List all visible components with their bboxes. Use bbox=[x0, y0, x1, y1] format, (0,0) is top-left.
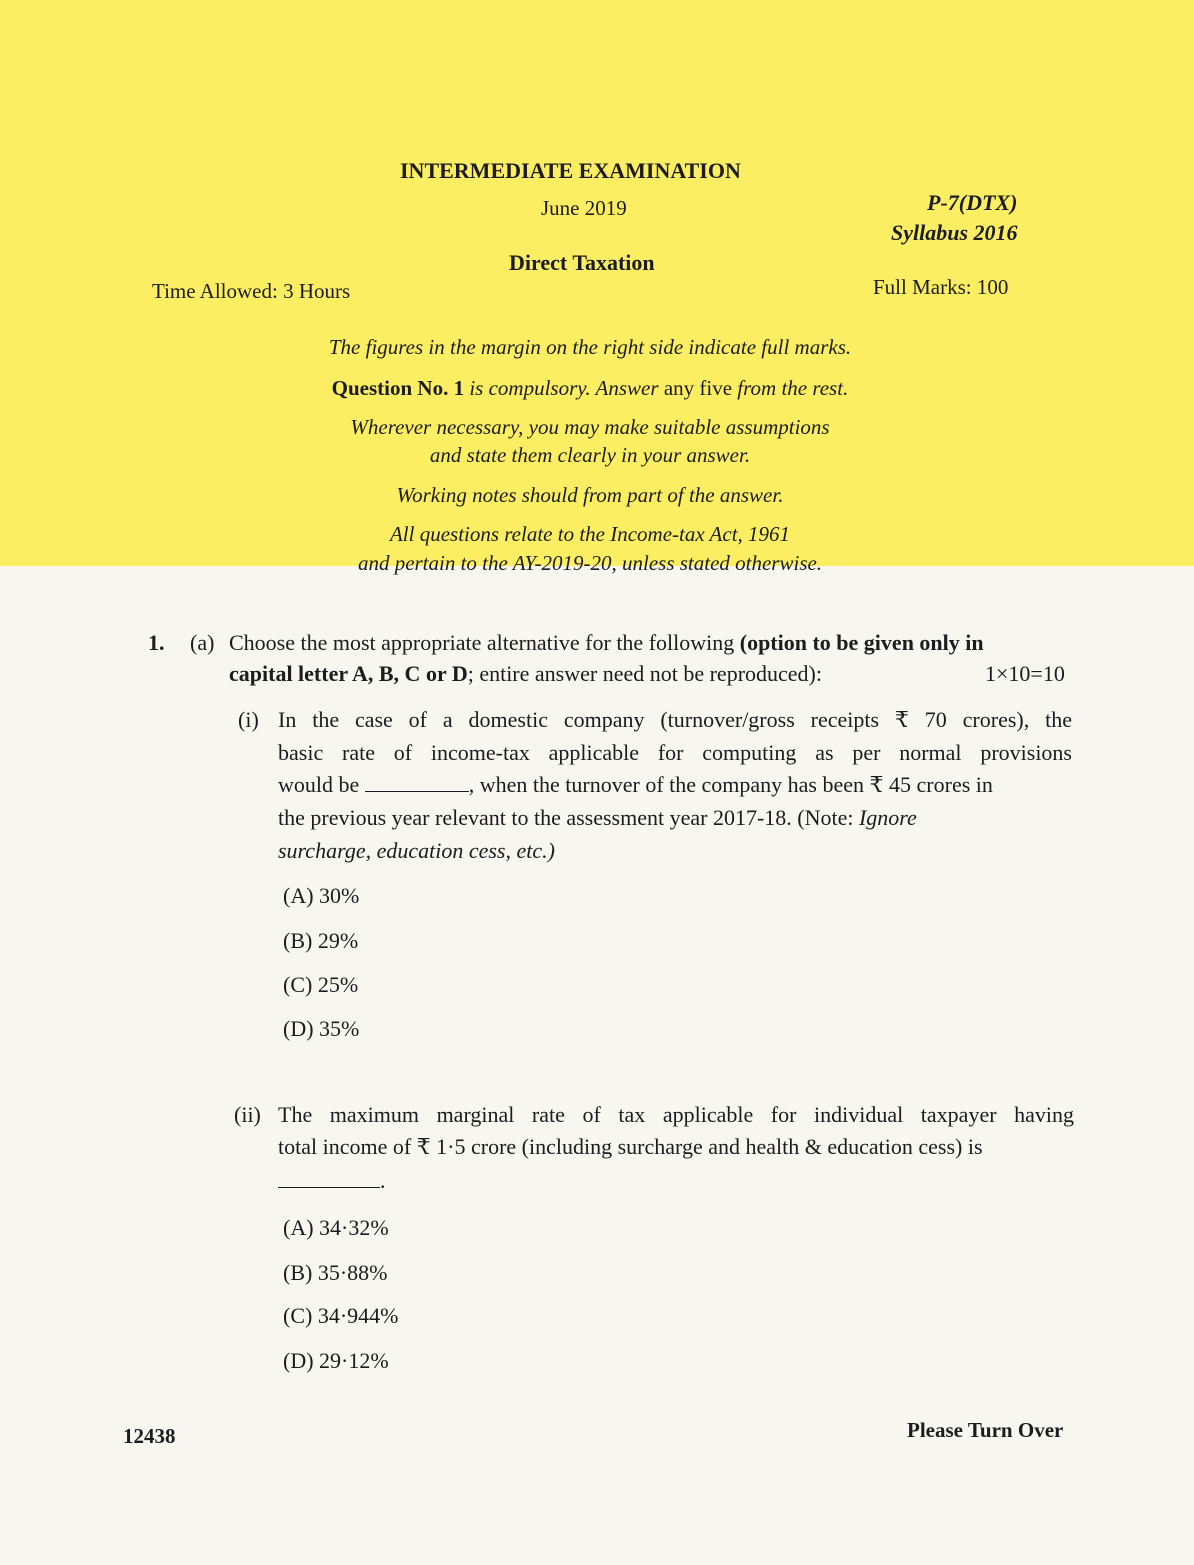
please-turn-over: Please Turn Over bbox=[907, 1418, 1064, 1442]
question-intro-line2 bbox=[229, 661, 822, 687]
sub-i-label: (i) bbox=[238, 707, 259, 732]
instruction-assumptions-b: and state them clearly in your answer. bbox=[429, 443, 751, 467]
subject-title: Direct Taxation bbox=[509, 250, 655, 275]
instruction-any-five: any five bbox=[658, 376, 738, 400]
sub-ii-option-c: (C) 34·944% bbox=[283, 1303, 399, 1328]
exam-title: INTERMEDIATE EXAMINATION bbox=[400, 158, 741, 183]
question-marks: 1×10=10 bbox=[985, 661, 1065, 686]
full-marks: Full Marks: 100 bbox=[873, 275, 1009, 299]
sub-i-option-d: (D) 35% bbox=[283, 1016, 360, 1041]
sub-i-line4-italic: Ignore bbox=[858, 805, 917, 830]
question-intro-line1 bbox=[229, 630, 1074, 656]
instruction-act-b: and pertain to the AY-2019-20, unless stated otherwise. bbox=[357, 551, 823, 575]
instruction-q1-label: Question No. 1 bbox=[331, 376, 465, 400]
sub-i-option-a: (A) 30% bbox=[283, 883, 360, 908]
paper-number: 12438 bbox=[123, 1424, 176, 1448]
instruction-working-notes: Working notes should from part of the answer. bbox=[396, 483, 784, 507]
exam-session: June 2019 bbox=[541, 196, 627, 220]
sub-ii-line2: total income of ₹ 1·5 crore (including surcharge and health & education cess) is bbox=[278, 1134, 983, 1159]
instruction-compulsory bbox=[200, 376, 980, 401]
instruction-compulsory-text: is compulsory. Answer bbox=[464, 376, 659, 400]
answer-blank bbox=[365, 772, 469, 792]
question-intro-bold-b: capital letter A, B, C or D bbox=[229, 661, 468, 686]
sub-i-line3 bbox=[278, 772, 993, 798]
question-intro-bold-a: (option to be given only in bbox=[739, 630, 984, 655]
sub-ii-option-a: (A) 34·32% bbox=[283, 1215, 389, 1240]
instruction-marks: The figures in the margin on the right side indicate full marks. bbox=[328, 335, 852, 359]
syllabus: Syllabus 2016 bbox=[891, 220, 1018, 245]
sub-i-line2: basic rate of income-tax applicable for computing as per normal provisions bbox=[278, 740, 1072, 765]
sub-ii-option-d: (D) 29·12% bbox=[283, 1348, 389, 1373]
sub-ii-line3 bbox=[278, 1168, 386, 1194]
sub-ii-label: (ii) bbox=[234, 1102, 261, 1127]
sub-i-option-b: (B) 29% bbox=[283, 928, 359, 953]
question-intro-tail: ; entire answer need not be reproduced): bbox=[467, 661, 822, 686]
time-allowed: Time Allowed: 3 Hours bbox=[152, 279, 351, 303]
sub-i-line4-text: the previous year relevant to the assessment year 2017-18. (Note: bbox=[278, 805, 859, 830]
sub-i-line5: surcharge, education cess, etc.) bbox=[278, 838, 555, 863]
sub-i-line1: In the case of a domestic company (turnover/gross receipts ₹ 70 crores), the bbox=[278, 707, 1072, 732]
sub-ii-line1: The maximum marginal rate of tax applicable for individual taxpayer having bbox=[278, 1102, 1074, 1127]
question-number: 1. bbox=[148, 630, 165, 655]
answer-blank bbox=[278, 1168, 380, 1188]
sub-i-line4 bbox=[278, 805, 1072, 831]
sub-ii-option-b: (B) 35·88% bbox=[283, 1260, 388, 1285]
instruction-assumptions-a: Wherever necessary, you may make suitable assumptions bbox=[350, 415, 830, 439]
paper-code: P-7(DTX) bbox=[927, 190, 1018, 215]
sub-ii-period: . bbox=[380, 1168, 386, 1193]
instruction-from-rest: from the rest. bbox=[737, 376, 849, 400]
sub-i-line3-start: would be bbox=[278, 772, 365, 797]
sub-i-line3-end: , when the turnover of the company has been ₹ 45 crores in bbox=[468, 772, 993, 797]
question-intro-text: Choose the most appropriate alternative for the following bbox=[229, 630, 740, 655]
instruction-act-a: All questions relate to the Income-tax Act, 1961 bbox=[389, 522, 791, 546]
question-part-label: (a) bbox=[190, 630, 215, 655]
sub-i-option-c: (C) 25% bbox=[283, 972, 359, 997]
